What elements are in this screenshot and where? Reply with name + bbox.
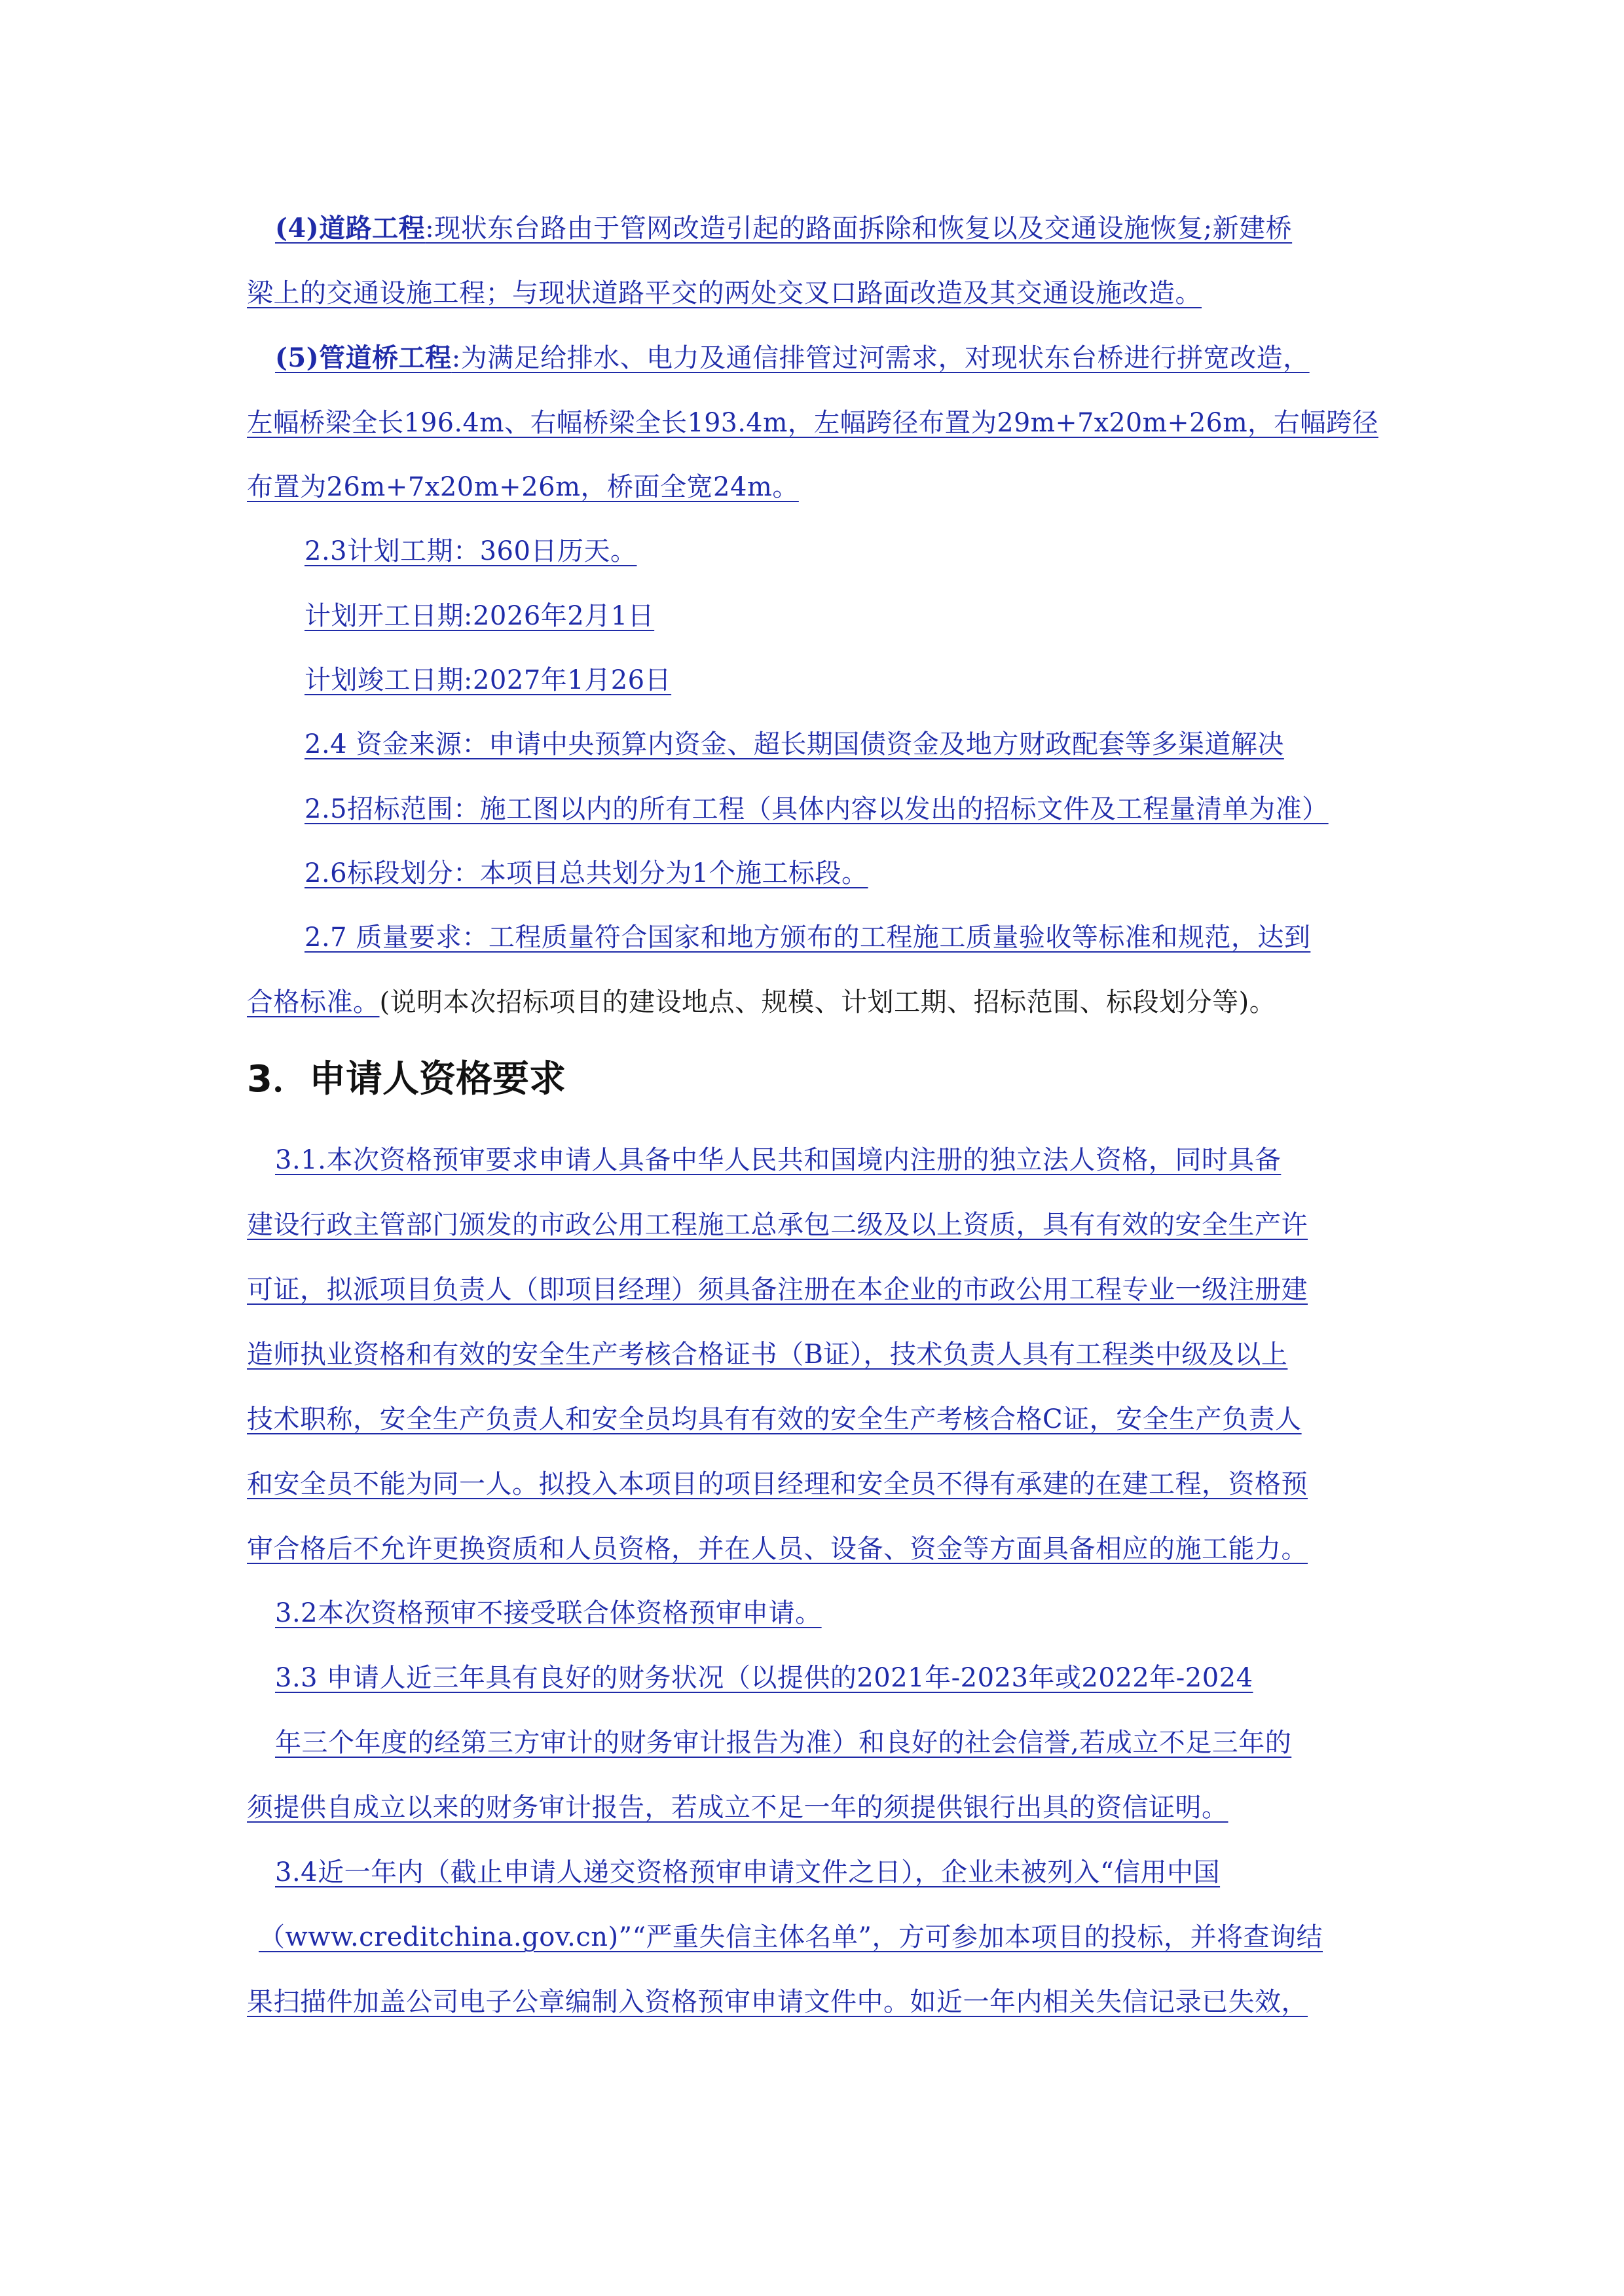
para-3-1-line6 — [247, 1467, 1308, 1501]
para-2-3 — [304, 534, 637, 568]
para-3-3-line3 — [247, 1791, 1228, 1825]
qualification-text-2: 建设行政主管部门颁发的市政公用工程施工总承包二级及以上资质，具有有效的安全生产许 — [247, 1210, 1308, 1240]
end-date-text: 计划竣工日期:2027年1月26日 — [304, 665, 672, 695]
credit-text-1: 3.4近一年内（截止申请人递交资格预审申请文件之日），企业未被列入“信用中国 — [275, 1857, 1221, 1887]
para-pipe-bridge-line3 — [247, 470, 799, 504]
section-heading: 3．申请人资格要求 — [247, 1058, 566, 1101]
qualification-text-5: 技术职称，安全生产负责人和安全员均具有有效的安全生产考核合格C证，安全生产负责人 — [247, 1404, 1302, 1434]
qualification-text-7: 审合格后不允许更换资质和人员资格，并在人员、设备、资金等方面具备相应的施工能力。 — [247, 1534, 1308, 1564]
para-pipe-bridge-line1 — [275, 341, 1310, 375]
qualification-text-6: 和安全员不能为同一人。拟投入本项目的项目经理和安全员不得有承建的在建工程，资格预 — [247, 1469, 1308, 1499]
para-3-4-line3 — [247, 1985, 1308, 2019]
finance-text-2: 年三个年度的经第三方审计的财务审计报告为准）和良好的社会信誉,若成立不足三年的 — [275, 1728, 1292, 1758]
para-2-4 — [304, 727, 1284, 761]
para-3-2 — [275, 1596, 822, 1630]
finance-text-1: 3.3 申请人近三年具有良好的财务状况（以提供的2021年-2023年或2022年-2024 — [275, 1663, 1253, 1693]
para-3-4-line1 — [275, 1855, 1220, 1889]
bid-scope-text: 2.5招标范围：施工图以内的所有工程（具体内容以发出的招标文件及工程量清单为准） — [304, 794, 1329, 824]
consortium-text: 3.2本次资格预审不接受联合体资格预审申请。 — [275, 1598, 822, 1628]
pipe-bridge-text-3: 布置为26m+7x20m+26m，桥面全宽24m。 — [247, 472, 799, 502]
para-2-7-line1 — [304, 920, 1310, 955]
quality-text-2: 合格标准。 — [247, 987, 380, 1017]
para-3-1-line5 — [247, 1402, 1302, 1436]
para-3-4-line2 — [259, 1920, 1323, 1954]
qualification-text-1: 3.1.本次资格预审要求申请人具备中华人民共和国境内注册的独立法人资格，同时具备 — [275, 1145, 1282, 1175]
para-3-1-line4 — [247, 1338, 1287, 1372]
credit-text-3: 果扫描件加盖公司电子公章编制入资格预审申请文件中。如近一年内相关失信记录已失效， — [247, 1987, 1308, 2017]
road-works-label: (4)道路工程 — [275, 213, 426, 244]
finance-text-3: 须提供自成立以来的财务审计报告，若成立不足一年的须提供银行出具的资信证明。 — [247, 1793, 1228, 1823]
lot-division-text: 2.6标段划分：本项目总共划分为1个施工标段。 — [304, 858, 868, 888]
para-2-6 — [304, 856, 868, 890]
pipe-bridge-text: :为满足给排水、电力及通信排管过河需求，对现状东台桥进行拼宽改造， — [451, 343, 1310, 373]
quality-text: 2.7 质量要求：工程质量符合国家和地方颁布的工程施工质量验收等标准和规范，达到 — [304, 922, 1311, 953]
para-3-1-line2 — [247, 1208, 1308, 1242]
pipe-bridge-text-2: 左幅桥梁全长196.4m、右幅桥梁全长193.4m，左幅跨径布置为29m+7x20m+26m，右幅跨径 — [247, 408, 1378, 438]
para-3-3-line2 — [275, 1726, 1291, 1760]
pipe-bridge-label: (5)管道桥工程 — [275, 342, 452, 373]
schedule-text: 2.3计划工期：360日历天。 — [304, 536, 637, 566]
para-start-date — [304, 599, 654, 633]
para-3-3-line1 — [275, 1661, 1253, 1695]
road-works-text: :现状东台路由于管网改造引起的路面拆除和恢复以及交通设施恢复;新建桥 — [425, 213, 1293, 244]
road-works-text-2: 梁上的交通设施工程；与现状道路平交的两处交叉口路面改造及其交通设施改造。 — [247, 278, 1202, 308]
para-end-date — [304, 663, 671, 697]
start-date-text: 计划开工日期:2026年2月1日 — [304, 601, 655, 631]
para-3-1-line3 — [247, 1273, 1308, 1307]
qualification-text-3: 可证，拟派项目负责人（即项目经理）须具备注册在本企业的市政公用工程专业一级注册建 — [247, 1275, 1308, 1305]
para-2-5 — [304, 792, 1329, 826]
quality-note: (说明本次招标项目的建设地点、规模、计划工期、招标范围、标段划分等)。 — [379, 987, 1276, 1017]
para-road-works-line2 — [247, 276, 1202, 310]
funding-text: 2.4 资金来源：申请中央预算内资金、超长期国债资金及地方财政配套等多渠道解决 — [304, 729, 1284, 759]
para-2-7-line2 — [247, 985, 1276, 1019]
credit-text-2: （www.creditchina.gov.cn)”“严重失信主体名单”，方可参加本项目的投标，并将查询结 — [259, 1922, 1323, 1952]
para-3-1-line7 — [247, 1532, 1308, 1566]
para-pipe-bridge-line2 — [247, 406, 1378, 440]
para-3-1-line1 — [275, 1143, 1281, 1177]
para-road-works-line1 — [275, 211, 1292, 246]
qualification-text-4: 造师执业资格和有效的安全生产考核合格证书（B证），技术负责人具有工程类中级及以上 — [247, 1339, 1288, 1370]
